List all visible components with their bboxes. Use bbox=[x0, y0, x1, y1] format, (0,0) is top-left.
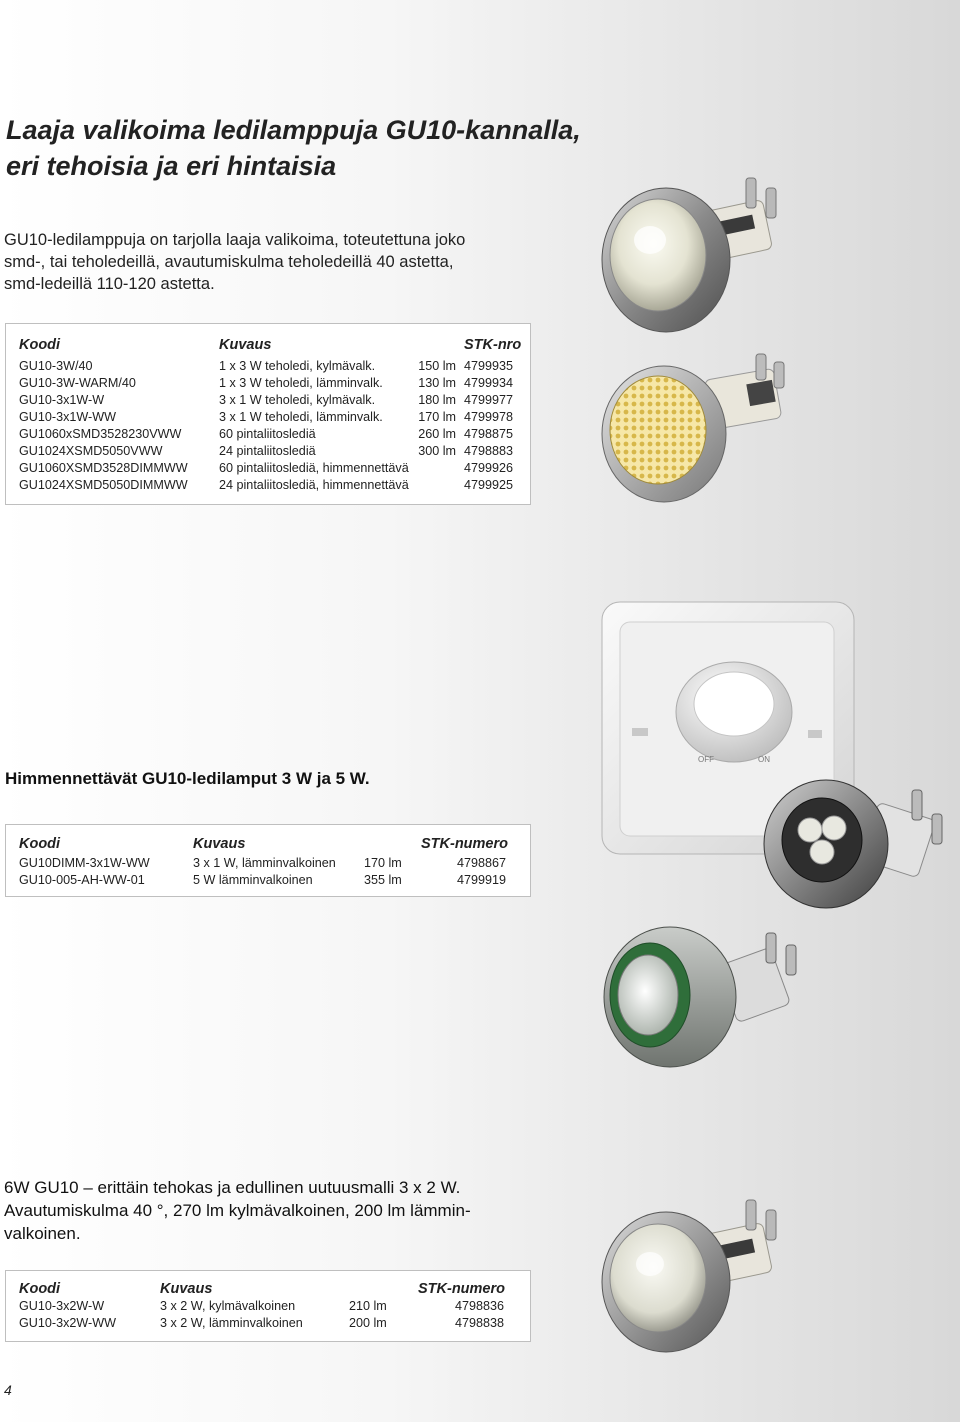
cell-code: GU10-3W/40 bbox=[19, 359, 93, 373]
cell-lumen: 300 lm bbox=[418, 444, 456, 458]
page-title bbox=[6, 112, 581, 184]
cell-lumen: 180 lm bbox=[418, 393, 456, 407]
table-row bbox=[6, 444, 530, 461]
cell-description: 60 pintaliitoslediä bbox=[219, 427, 316, 441]
product-table-2 bbox=[5, 824, 531, 897]
cell-code: GU10-3x1W-W bbox=[19, 393, 105, 407]
gu10-led-bulb-image bbox=[598, 170, 798, 340]
table-row bbox=[6, 376, 530, 393]
header-code: Koodi bbox=[19, 836, 61, 852]
dimmer-on-label: ON bbox=[758, 755, 770, 764]
intro-line2: smd-, tai teholedeillä, avautumiskulma teholedeillä 40 astetta, bbox=[4, 253, 454, 271]
cell-code: GU10-3W-WARM/40 bbox=[19, 376, 136, 390]
table-row bbox=[6, 393, 530, 410]
cell-stk: 4799926 bbox=[464, 461, 514, 475]
table-row bbox=[6, 359, 530, 376]
cell-lumen: 170 lm bbox=[418, 410, 456, 424]
cell-code: GU10-005-AH-WW-01 bbox=[19, 873, 145, 887]
section2-heading: Himmennettävät GU10-ledilamput 3 W ja 5 W. bbox=[5, 769, 370, 788]
cell-description: 1 x 3 W teholedi, lämminvalk. bbox=[219, 376, 383, 390]
cell-lumen: 150 lm bbox=[418, 359, 456, 373]
header-description: Kuvaus bbox=[193, 836, 246, 852]
table-row bbox=[6, 427, 530, 444]
cell-lumen: 355 lm bbox=[364, 873, 402, 887]
cell-description: 3 x 1 W teholedi, kylmävalk. bbox=[219, 393, 376, 407]
header-code: Koodi bbox=[19, 1281, 61, 1297]
cell-stk: 4798838 bbox=[454, 1316, 504, 1330]
cell-code: GU1060xSMD3528230VWW bbox=[19, 427, 182, 441]
cell-description: 3 x 1 W, lämminvalkoinen bbox=[193, 856, 336, 870]
cell-description: 5 W lämminvalkoinen bbox=[193, 873, 313, 887]
table-row bbox=[6, 410, 530, 427]
cell-description: 60 pintaliitoslediä, himmennettävä bbox=[219, 461, 409, 475]
page-title-line2: eri tehoisia ja eri hintaisia bbox=[6, 151, 337, 181]
cell-stk: 4799977 bbox=[464, 393, 514, 407]
intro-line3: smd-ledeillä 110-120 astetta. bbox=[4, 275, 215, 293]
page-title-line1: Laaja valikoima ledilamppuja GU10-kannalla, bbox=[6, 115, 581, 145]
cell-stk: 4798867 bbox=[456, 856, 506, 870]
cell-stk: 4799925 bbox=[464, 478, 514, 492]
table-row bbox=[6, 461, 530, 478]
cell-code: GU10-3x2W-W bbox=[19, 1299, 105, 1313]
gu10-5w-bulb-image bbox=[598, 915, 808, 1085]
cell-description: 3 x 2 W, lämminvalkoinen bbox=[160, 1316, 303, 1330]
cell-description: 1 x 3 W teholedi, kylmävalk. bbox=[219, 359, 376, 373]
page-number: 4 bbox=[4, 1382, 12, 1398]
cell-stk: 4798875 bbox=[464, 427, 514, 441]
cell-code: GU1060XSMD3528DIMMWW bbox=[19, 461, 188, 475]
cell-stk: 4799934 bbox=[464, 376, 514, 390]
cell-code: GU1024XSMD5050DIMMWW bbox=[19, 478, 188, 492]
cell-lumen: 260 lm bbox=[418, 427, 456, 441]
cell-stk: 4799919 bbox=[456, 873, 506, 887]
section3-heading-line3: valkoinen. bbox=[4, 1224, 81, 1243]
cell-stk: 4799935 bbox=[464, 359, 514, 373]
header-stk: STK-nro bbox=[464, 337, 522, 353]
header-code: Koodi bbox=[19, 337, 61, 353]
product-table-3 bbox=[5, 1270, 531, 1342]
table-row bbox=[6, 478, 530, 495]
header-stk: STK-numero bbox=[418, 1281, 505, 1297]
intro-line1: GU10-ledilamppuja on tarjolla laaja valikoima, toteutettuna joko bbox=[4, 231, 466, 249]
section3-heading-line1: 6W GU10 – erittäin tehokas ja edullinen uutuusmalli 3 x 2 W. bbox=[4, 1178, 461, 1197]
header-stk: STK-numero bbox=[421, 836, 508, 852]
header-description: Kuvaus bbox=[160, 1281, 213, 1297]
cell-description: 24 pintaliitoslediä bbox=[219, 444, 316, 458]
section3-heading bbox=[4, 1176, 524, 1245]
cell-lumen: 200 lm bbox=[349, 1316, 387, 1330]
cell-code: GU10-3x2W-WW bbox=[19, 1316, 117, 1330]
cell-code: GU10-3x1W-WW bbox=[19, 410, 117, 424]
cell-stk: 4799978 bbox=[464, 410, 514, 424]
header-description: Kuvaus bbox=[219, 337, 272, 353]
gu10-6w-bulb-image bbox=[598, 1190, 798, 1360]
cell-description: 3 x 1 W teholedi, lämminvalk. bbox=[219, 410, 383, 424]
cell-lumen: 130 lm bbox=[418, 376, 456, 390]
table-row bbox=[6, 1299, 530, 1316]
table-row bbox=[6, 1316, 530, 1333]
cell-stk: 4798883 bbox=[464, 444, 514, 458]
intro-paragraph bbox=[4, 229, 564, 295]
dimmer-off-label: OFF bbox=[698, 755, 714, 764]
gu10-smd-bulb-image bbox=[598, 352, 798, 512]
cell-lumen: 170 lm bbox=[364, 856, 402, 870]
cell-stk: 4798836 bbox=[454, 1299, 504, 1313]
product-table-1 bbox=[5, 323, 531, 505]
table-row bbox=[6, 873, 530, 890]
section3-heading-line2: Avautumiskulma 40 °, 270 lm kylmävalkoinen, 200 lm lämmin- bbox=[4, 1201, 471, 1220]
table-row bbox=[6, 856, 530, 873]
cell-lumen: 210 lm bbox=[349, 1299, 387, 1313]
cell-code: GU1024XSMD5050VWW bbox=[19, 444, 163, 458]
cell-description: 3 x 2 W, kylmävalkoinen bbox=[160, 1299, 296, 1313]
cell-code: GU10DIMM-3x1W-WW bbox=[19, 856, 150, 870]
cell-description: 24 pintaliitoslediä, himmennettävä bbox=[219, 478, 409, 492]
